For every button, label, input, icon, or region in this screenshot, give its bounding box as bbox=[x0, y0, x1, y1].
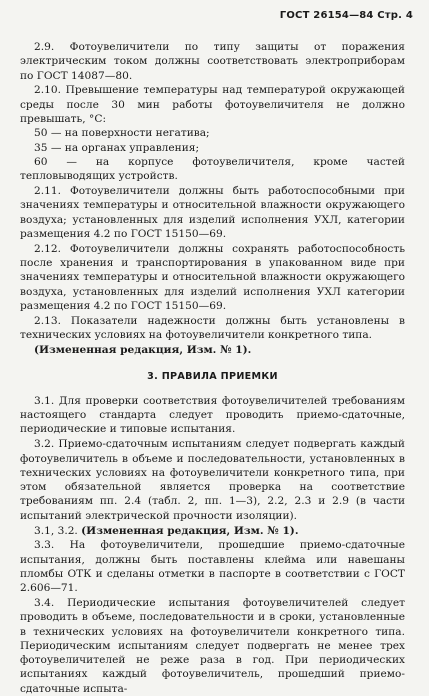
list-item: 50 — на поверхности негатива; bbox=[34, 127, 210, 140]
list-item: 60 — на корпусе фотоувеличителя, кроме частей тепловыводящих устройств. bbox=[20, 155, 405, 183]
running-head: ГОСТ 26154—84 Стр. 4 bbox=[279, 10, 413, 21]
paragraph-2-11: 2.11. Фотоувеличители должны быть работоспособными при значениях температуры и относительной влажности окружающего воздуха; установленных для изделий исполнения УХЛ, категории размещения 4.2 по ГОСТ 15150—69. bbox=[20, 184, 405, 240]
paragraph-3-3: 3.3. На фотоувеличители, прошедшие приемо-сдаточные испытания, должны быть поставлены клейма или навешаны пломбы ОТК и сделаны отметки в паспорте в соответствии с ГОСТ 2.606—71. bbox=[20, 539, 405, 595]
paragraph-3-1: 3.1. Для проверки соответствия фотоувеличителей требованиям настоящего стандарта следует проводить приемо-сдаточные, периодические и типовые испытания. bbox=[20, 394, 405, 436]
paragraph-2-12: 2.12. Фотоувеличители должны сохранять работоспособность после хранения и транспортирования в упакованном виде при значениях температуры и относительной влажности окружающего воздуха, установленных для изделий исполнения УХЛ категории размещения 4.2 по ГОСТ 15150—69. bbox=[20, 242, 405, 312]
section-title: 3. ПРАВИЛА ПРИЕМКИ bbox=[147, 370, 278, 382]
paragraph-3-4: 3.4. Периодические испытания фотоувеличителей следует проводить в объеме, последовательности и в сроки, установленные в технических условиях на фотоувеличители конкретного типа. Периодическим испытаниям следует подвергать не менее трех фотоувеличителей не реже раза в год. При периодических испытаниях каждый фотоувеличитель, прошедший приемо-сдаточные испыта- bbox=[20, 596, 405, 695]
paragraph-2-10: 2.10. Превышение температуры над температурой окружающей среды после 30 мин работы фотоувеличителя не должно превышать, °С: bbox=[20, 84, 405, 125]
amendment-note: (Измененная редакция, Изм. № 1). bbox=[81, 525, 299, 537]
paragraph-3-2: 3.2. Приемо-сдаточным испытаниям следует подвергать каждый фотоувеличитель в объеме и последовательности, установленных в технических условиях на фотоувеличители конкретного типа, при этом обязательной является проверка на соответствие требованиям пп. 2.4 (табл. 2, пп. 1—3), 2.2, 2.3 и 2.9 (в части испытаний электрической прочности изоляции). bbox=[20, 438, 405, 522]
paragraph-2-13: 2.13. Показатели надежности должны быть установлены в технических условиях на фотоувеличители конкретного типа. bbox=[20, 314, 405, 341]
amendment-line bbox=[20, 524, 405, 538]
paragraph-2-9: 2.9. Фотоувеличители по типу защиты от поражения электрическим током должны соответствовать электроприборам по ГОСТ 14087—80. bbox=[20, 41, 405, 82]
document-body bbox=[20, 40, 405, 696]
amendment-prefix: 3.1, 3.2. bbox=[34, 525, 82, 537]
list-item: 35 — на органах управления; bbox=[34, 141, 200, 154]
amendment-note: (Измененная редакция, Изм. № 1). bbox=[34, 344, 252, 357]
